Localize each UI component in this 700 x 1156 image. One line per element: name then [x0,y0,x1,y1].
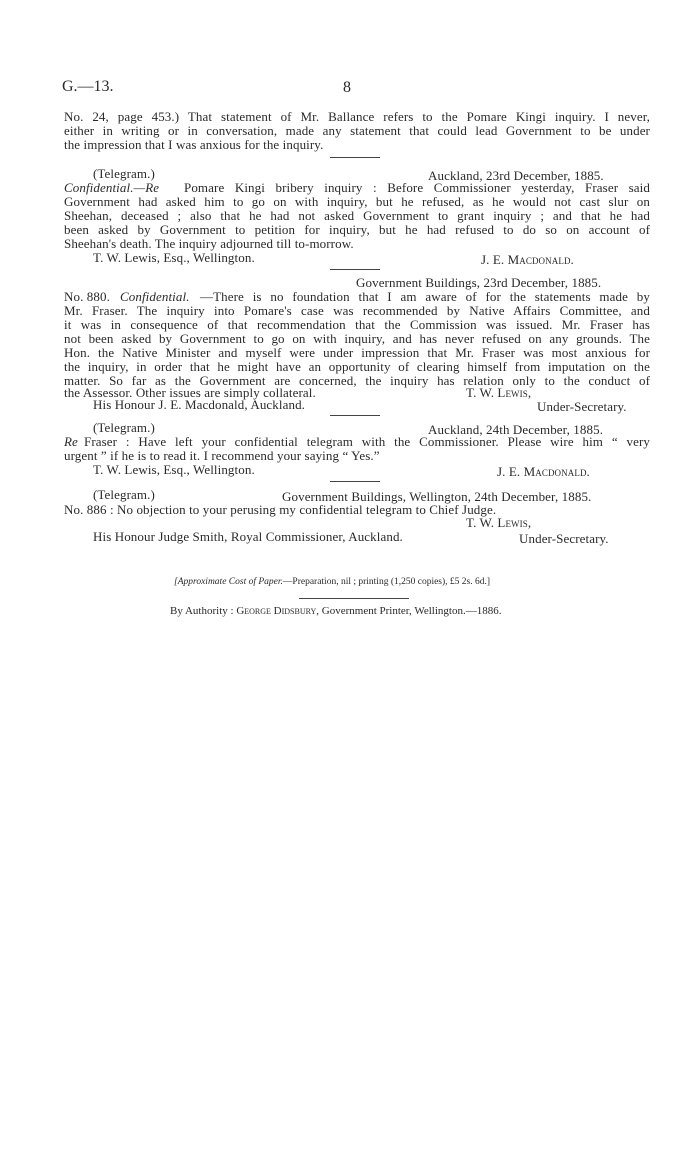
divider-rule [330,481,380,482]
message-line: urgent ” if he is to read it. I recommend your saying “ Yes.” [64,448,380,463]
message-line: matter. So far as the Government are concerned, the inquiry has relation only to the conduct of [64,373,650,388]
re-lead: Re [64,434,78,449]
signature: T. W. Lewis, [466,515,532,530]
message-line: the Assessor. Other issues are simply collateral. [64,385,316,400]
place-date: Auckland, 23rd December, 1885. [428,168,604,183]
printer-details: , Government Printer, Wellington.—1886. [316,605,502,617]
telegram-label: (Telegram.) [93,420,155,435]
signatory-title: Under-Secretary. [519,531,609,546]
message-line: No. 886 : No objection to your perusing my confidential telegram to Chief Judge. [64,502,497,517]
divider-rule [299,598,409,599]
place-date: Government Buildings, Wellington, 24th December, 1885. [282,489,592,504]
intro-line: the impression that I was anxious for the inquiry. [64,137,324,152]
authority-lead: By Authority : [170,605,234,617]
place-date: Auckland, 24th December, 1885. [428,422,604,437]
cost-note-details: —Preparation, nil ; printing (1,250 copies), £5 2s. 6d.] [282,577,491,587]
message-line: it was in consequence of that recommendation that the Commission was issued. Mr. Fraser has [64,317,650,332]
confidential-lead: Confidential. [120,289,190,304]
message-line: Pomare Kingi bribery inquiry : Before Commissioner yesterday, Fraser said [184,180,650,195]
cost-note-lead: [Approximate Cost of Paper. [174,577,283,587]
addressee: T. W. Lewis, Esq., Wellington. [93,250,255,265]
printer-imprint [170,605,501,617]
signature: J. E. Macdonald. [497,464,590,479]
divider-rule [330,269,380,270]
message-line: Mr. Fraser. The inquiry into Pomare's case was recommended by Native Affairs Committee, and [64,303,650,318]
addressee: His Honour J. E. Macdonald, Auckland. [93,397,306,412]
signature: T. W. Lewis, [466,385,532,400]
divider-rule [330,415,380,416]
addressee: T. W. Lewis, Esq., Wellington. [93,462,255,477]
confidential-lead: Confidential.—Re [64,180,160,195]
message-line: Hon. the Native Minister and myself were under impression that Mr. Fraser was most anxious for [64,345,650,360]
message-line: —There is no foundation that I am aware of for the statements made by [200,289,650,304]
message-line: Government had asked him to go on with inquiry, but he refused, as he would not cast slur on [64,194,650,209]
cost-note [174,577,490,587]
addressee: His Honour Judge Smith, Royal Commissioner, Auckland. [93,529,403,544]
message-line: the inquiry, in order that he might have an opportunity of clearing himself from imputation on the [64,359,650,374]
document-reference: G.—13. [62,78,114,95]
divider-rule [330,157,380,158]
place-date: Government Buildings, 23rd December, 1885. [356,275,602,290]
message-line: not been asked by Government to go on with inquiry, and has never refused on any grounds. The [64,331,650,346]
intro-line: either in writing or in conversation, made any statement that could lead Government to be under [64,123,650,138]
message-line: Sheehan's death. The inquiry adjourned till to-morrow. [64,236,354,251]
signature: J. E. Macdonald. [481,252,574,267]
signatory-title: Under-Secretary. [537,399,627,414]
telegram-label: (Telegram.) [93,487,155,502]
message-line: Sheehan, deceased ; also that he had not asked Government to grant inquiry ; and that he had [64,208,650,223]
telegram-label: (Telegram.) [93,166,155,181]
page-number: 8 [343,79,351,96]
message-line: Fraser : Have left your confidential telegram with the Commissioner. Please wire him “ very [84,434,650,449]
intro-line: No. 24, page 453.) That statement of Mr. Ballance refers to the Pomare Kingi inquiry. I never, [64,109,650,124]
memo-number: No. 880. [64,289,110,304]
message-line: been asked by Government to petition for inquiry, but he had refused to do so on account of [64,222,650,237]
printer-name: George Didsbury [236,605,317,617]
